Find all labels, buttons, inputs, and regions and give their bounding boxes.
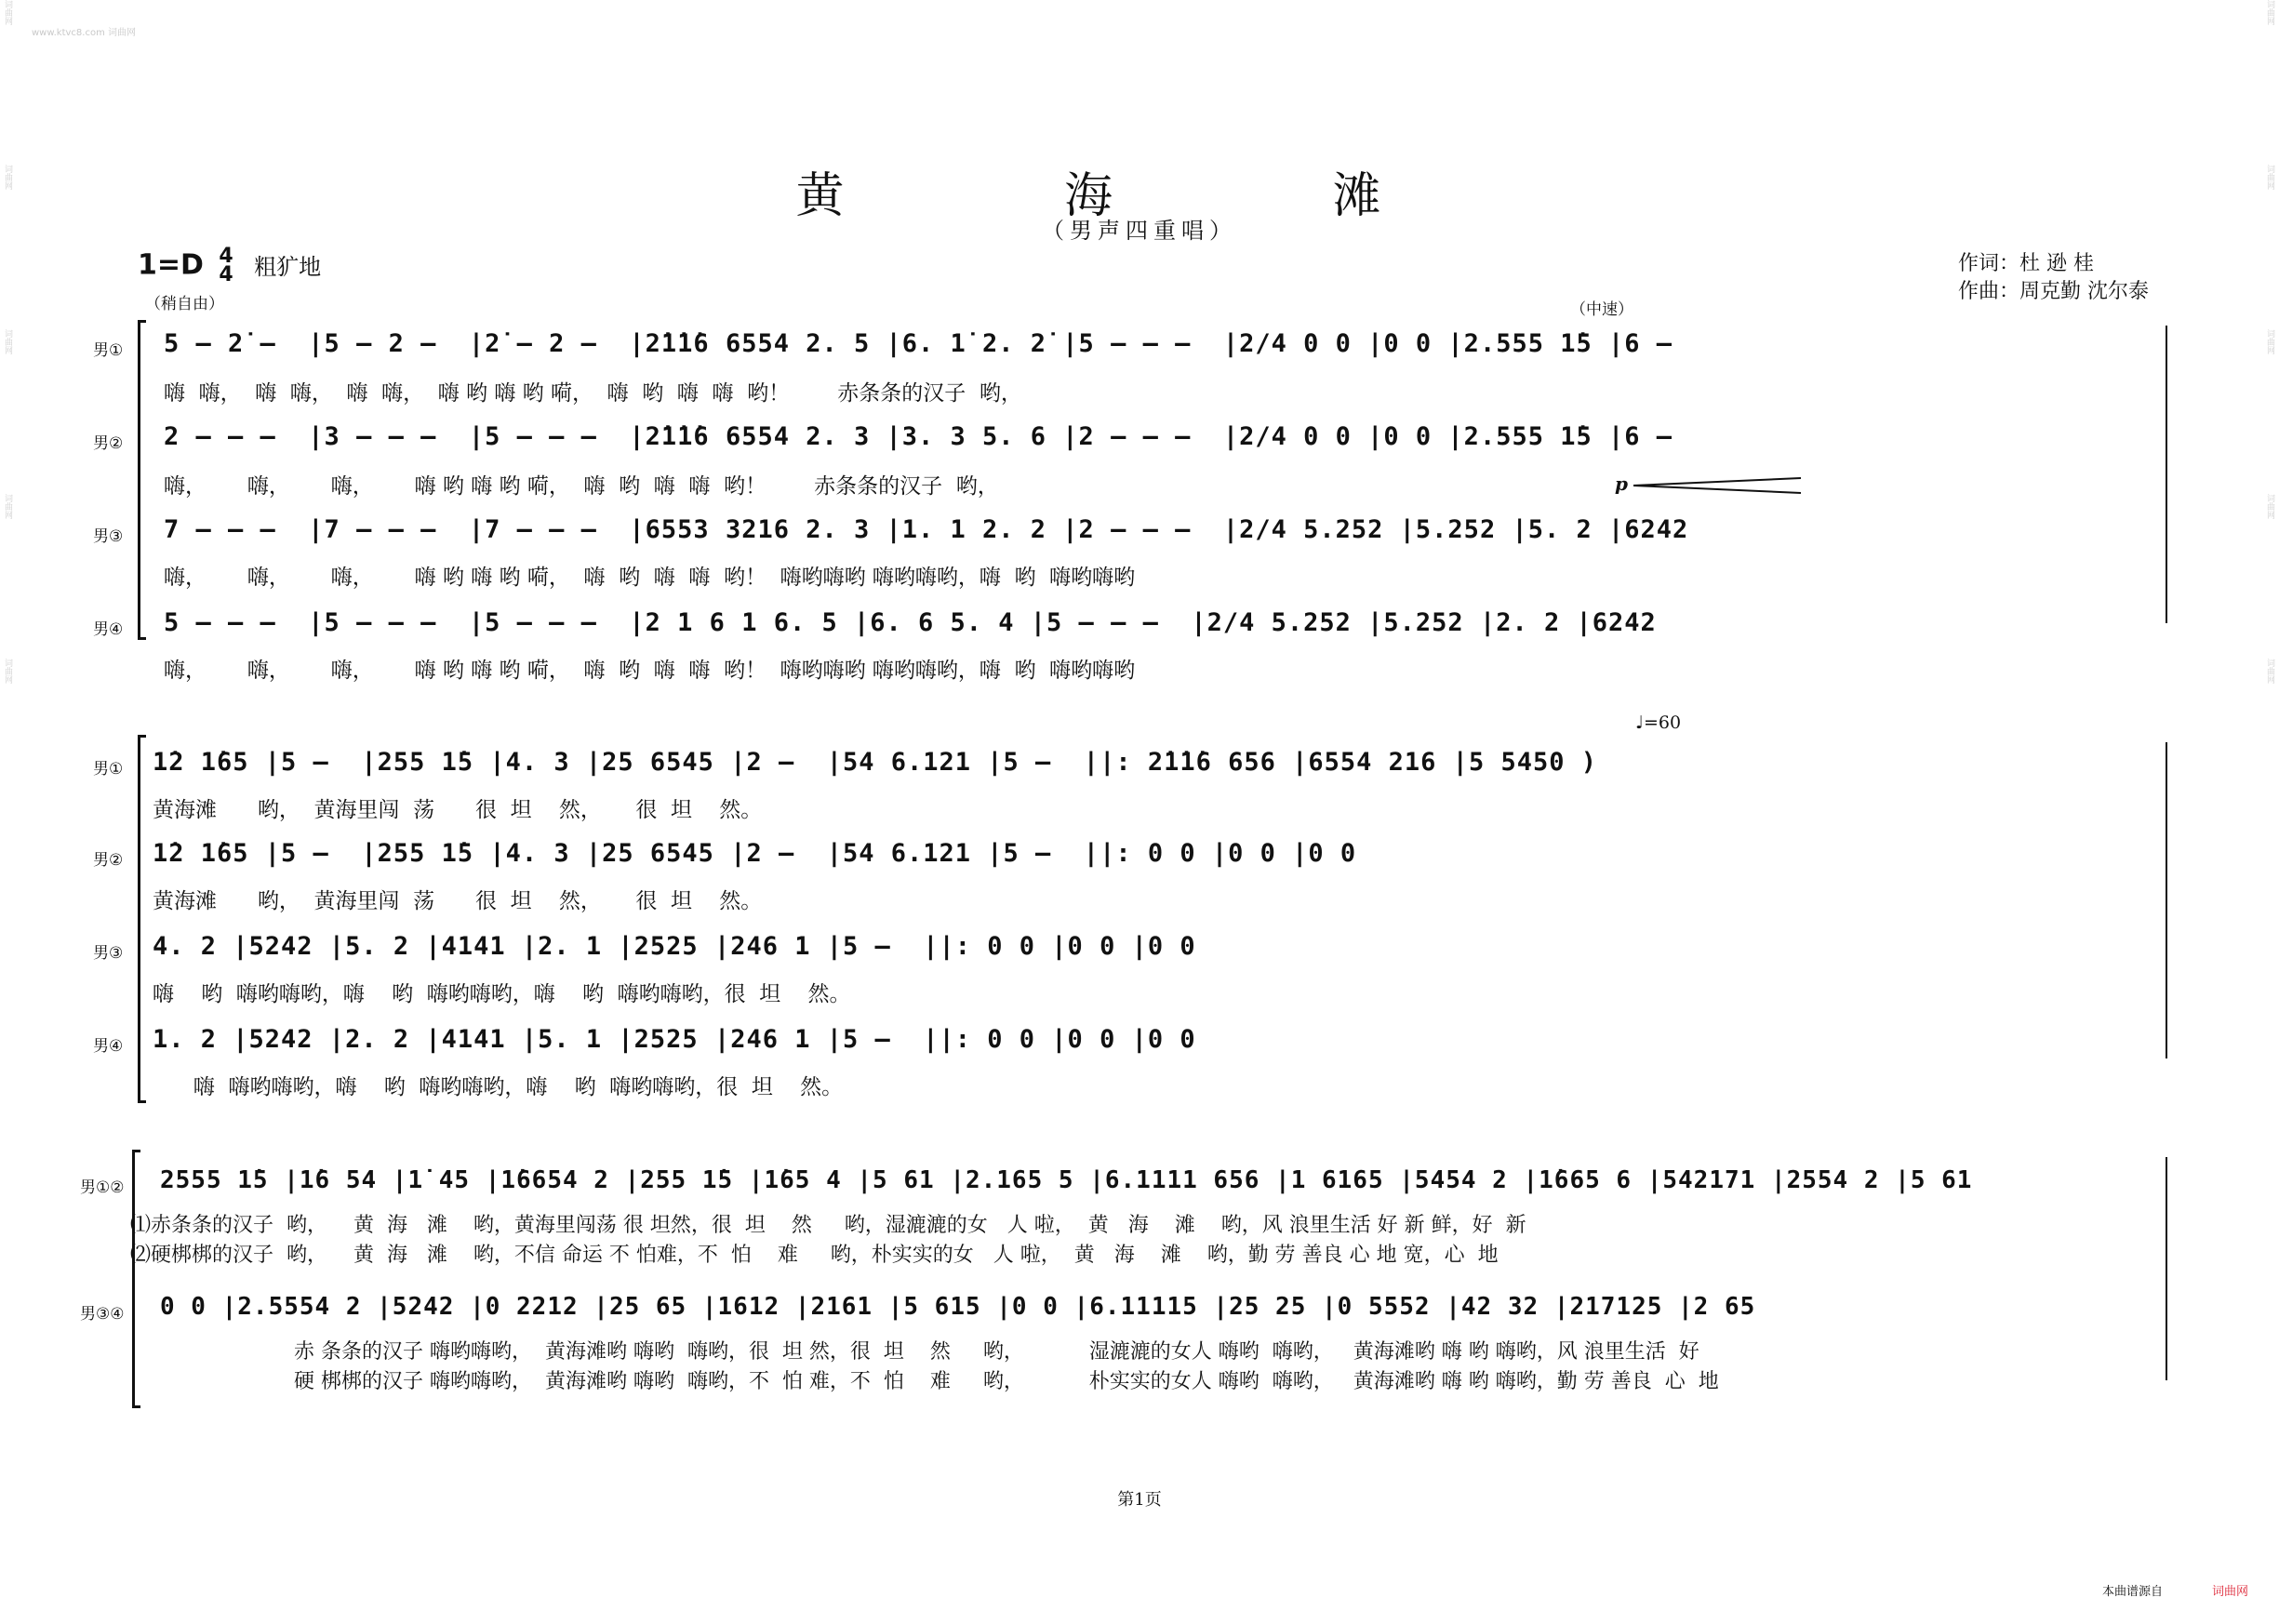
tempo-rubato: （稍自由） — [145, 295, 224, 313]
margin-mark: 词曲网 — [2265, 494, 2274, 519]
notation-line: 1̇2 1̇65 |5 – |255 1̇5 |4. 3 |25 6545 |2 – |54 6.121 |5 – ||: 0 0 |0 0 |0 0 — [153, 839, 1357, 868]
notation-line: 5 – – – |5 – – – |5 – – – |2 1 6 1 6. 5 |6. 6 5. 4 |5 – – – |2/4 5.252 |5.252 |2. 2 |6242 — [164, 608, 1657, 637]
notation-line: 0 0 |2.5554 2 |5242 |0 2212 |25 65 |1612 |2161 |5 615 |0 0 |6.11115 |25 25 |0 5552 |42 32 |217125 |2 65 — [160, 1293, 1756, 1321]
part-label: 男② — [93, 851, 124, 870]
watermark — [32, 24, 136, 38]
lyrics-line: 赤 条条的汉子 嗨哟嗨哟， 黄海滩哟 嗨哟 嗨哟，很 坦 然，很 坦 然 哟， 湿漉漉的女人 嗨哟 嗨哟， 黄海滩哟 嗨 哟 嗨哟，风 浪里生活 好 — [294, 1340, 1699, 1364]
margin-mark: 词曲网 — [2265, 0, 2274, 25]
part-label: 男② — [93, 434, 124, 453]
notation-line: 1. 2 |5242 |2. 2 |4141 |5. 1 |2525 |246 1 |5 – ||: 0 0 |0 0 |0 0 — [153, 1025, 1196, 1054]
margin-mark: 词曲网 — [2265, 329, 2274, 354]
tempo-medium: （中速） — [1570, 300, 1633, 319]
lyrics-line: 嗨， 嗨， 嗨， 嗨 哟 嗨 哟 嗬， 嗨 哟 嗨 嗨 哟！ 嗨哟嗨哟 嗨哟嗨哟，嗨 哟 嗨哟嗨哟 — [164, 566, 1136, 590]
final-barline — [2166, 326, 2167, 623]
notation-line: 2 – – – |3 – – – |5 – – – |2̇1̇1̇6 6554 2. 3 |3. 3 5. 6 |2 – – – |2/4 0 0 |0 0 |2.555 1̇5 |6 – — [164, 422, 1673, 451]
system-3-brace — [132, 1150, 140, 1408]
notation-line: 2555 1̇5 |1̇6 54 |1̇ 45 |1̇6654 2 |255 1̇5 |1̇65 4 |5 61 |2.165 5 |6.1111 656 |1 6165 |5454 2 |1̇665 6 |542171 |2554 2 |5 61 — [160, 1166, 1973, 1194]
watermark-label: 词曲网 — [108, 28, 137, 38]
final-barline — [2166, 1157, 2167, 1380]
notation-line: 4. 2 |5242 |5. 2 |4141 |2. 1 |2525 |246 1 |5 – ||: 0 0 |0 0 |0 0 — [153, 932, 1196, 961]
part-label: 男④ — [93, 620, 124, 639]
time-signature — [219, 247, 233, 285]
lyrics-line: 嗨， 嗨， 嗨， 嗨 哟 嗨 哟 嗬， 嗨 哟 嗨 嗨 哟！ 赤条条的汉子 哟， — [164, 474, 999, 499]
song-subtitle: （男声四重唱） — [1042, 218, 1237, 244]
final-barline — [2166, 742, 2167, 1058]
notation-line: 5 – 2̇ – |5 – 2 – |2̇ – 2 – |2̇1̇1̇6 6554 2. 5 |6. 1̇ 2. 2̇ |5 – – – |2/4 0 0 |0 0 |2.555 1̇5 |6 – — [164, 329, 1673, 358]
lyrics-line: 黄海滩 哟， 黄海里闯 荡 很 坦 然， 很 坦 然。 — [153, 889, 763, 913]
key-signature — [138, 247, 321, 285]
part-label: 男① — [93, 760, 124, 779]
lyrics-line: ⑵硬梆梆的汉子 哟， 黄 海 滩 哟，不信 命运 不 怕难，不 怕 难 哟，朴实实的女 人 啦， 黄 海 滩 哟，勤 劳 善良 心 地 宽，心 地 — [130, 1244, 1499, 1267]
lyrics-line: 黄海滩 哟， 黄海里闯 荡 很 坦 然， 很 坦 然。 — [153, 798, 763, 822]
margin-mark: 词曲网 — [2265, 165, 2274, 190]
part-label: 男①② — [80, 1178, 125, 1197]
lyrics-line: 硬 梆梆的汉子 嗨哟嗨哟， 黄海滩哟 嗨哟 嗨哟，不 怕 难，不 怕 难 哟， 朴实实的女人 嗨哟 嗨哟， 黄海滩哟 嗨 哟 嗨哟，勤 劳 善良 心 地 — [294, 1370, 1719, 1393]
margin-mark: 词曲网 — [3, 165, 12, 190]
margin-mark: 词曲网 — [3, 0, 12, 25]
source-label: 本曲谱源自 — [2102, 1585, 2164, 1599]
expression-mark: 粗犷地 — [254, 253, 322, 280]
crescendo-hairpin — [1633, 476, 1810, 495]
source-link[interactable]: 词曲网 — [2212, 1585, 2249, 1599]
part-label: 男③④ — [80, 1305, 125, 1324]
lyrics-line: 嗨 哟 嗨哟嗨哟，嗨 哟 嗨哟嗨哟，嗨 哟 嗨哟嗨哟，很 坦 然。 — [153, 982, 851, 1006]
lyrics-line: 嗨， 嗨， 嗨， 嗨 哟 嗨 哟 嗬， 嗨 哟 嗨 嗨 哟！ 嗨哟嗨哟 嗨哟嗨哟，嗨 哟 嗨哟嗨哟 — [164, 659, 1136, 683]
lyrics-line: 嗨 嗨， 嗨 嗨， 嗨 嗨， 嗨 哟 嗨 哟 嗬， 嗨 哟 嗨 嗨 哟！ 赤条条的汉子 哟， — [164, 381, 1022, 406]
part-label: 男① — [93, 341, 124, 360]
key-tonic: 1=D — [138, 248, 204, 282]
system-1-brace — [138, 320, 146, 640]
composer-credit: 作曲：周克勤 沈尔泰 — [1958, 280, 2149, 303]
part-label: 男③ — [93, 944, 124, 963]
lyrics-line: ⑴赤条条的汉子 哟， 黄 海 滩 哟，黄海里闯荡 很 坦然，很 坦 然 哟，湿漉漉的女 人 啦， 黄 海 滩 哟，风 浪里生活 好 新 鲜，好 新 — [130, 1214, 1526, 1237]
part-label: 男③ — [93, 527, 124, 546]
song-title: 黄 海 滩 — [795, 168, 1484, 224]
part-label: 男④ — [93, 1037, 124, 1056]
notation-line: 7 – – – |7 – – – |7 – – – |6553 3216 2. 3 |1. 1 2. 2 |2 – – – |2/4 5.252 |5.252 |5. 2 |6242 — [164, 515, 1689, 544]
margin-mark: 词曲网 — [3, 329, 12, 354]
system-2-brace — [138, 735, 146, 1103]
time-top: 4 — [219, 245, 233, 268]
lyrics-line: 嗨 嗨哟嗨哟，嗨 哟 嗨哟嗨哟，嗨 哟 嗨哟嗨哟，很 坦 然。 — [153, 1075, 844, 1099]
notation-line: 1̇2 1̇65 |5 – |255 1̇5 |4. 3 |25 6545 |2 – |54 6.121 |5 – ||: 2̇1̇1̇6 656 |6554 216 |5 5450 ) — [153, 748, 1597, 777]
dynamic-mark: p — [1615, 473, 1628, 495]
watermark-site: www.ktvc8.com — [32, 28, 105, 38]
time-bottom: 4 — [219, 263, 233, 286]
metronome-mark: ♩=60 — [1635, 712, 1682, 733]
margin-mark: 词曲网 — [3, 494, 12, 519]
margin-mark: 词曲网 — [3, 659, 12, 684]
lyricist-credit: 作词：杜 逊 桂 — [1958, 252, 2094, 275]
page-number: 第1页 — [1117, 1490, 1162, 1510]
margin-mark: 词曲网 — [2265, 659, 2274, 684]
